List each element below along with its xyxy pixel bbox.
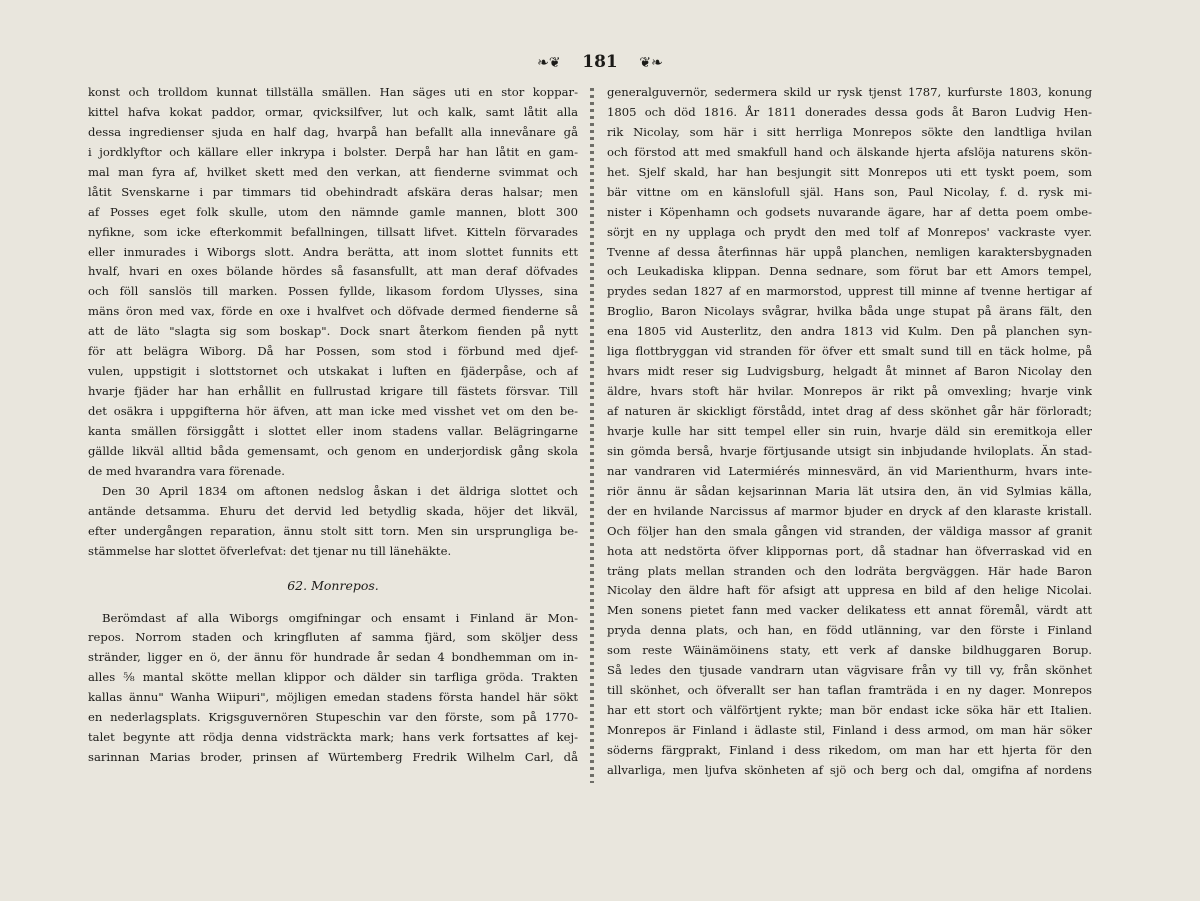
text-line: vulen, uppstigit i slottstornet och utskakat i luften en fjäderpåse, och af (88, 364, 578, 379)
text-line: allvarliga, men ljufva skönheten af sjö och berg och dal, omgifna af nordens (607, 762, 1092, 777)
text-line: prydes sedan 1827 af en marmorstod, upprest till minne af tvenne hertigar af (607, 284, 1092, 299)
ornament-left: ❧❦ (537, 55, 561, 71)
text-line: efter undergången reparation, ännu stolt sitt torn. Men sin ursprungliga be- (88, 523, 578, 538)
text-line: af naturen är skickligt förstådd, intet drag af dess skönhet går här förloradt; (607, 404, 1092, 418)
text-line: som reste Wäinämöinens staty, ett verk af danske bildhuggaren Borup. (607, 643, 1092, 658)
text-line: nyfikne, som icke efterkommit befallningen, tillsatt lifvet. Kitteln förvarades (88, 224, 578, 239)
text-line: och Leukadiska klippan. Denna sednare, som förut bar ett Amors tempel, (607, 264, 1092, 279)
page-header (0, 52, 1200, 76)
text-line: kanta smällen försiggått i slottet eller inom stadens vallar. Belägringarne (88, 423, 578, 438)
text-line: 1805 och död 1816. År 1811 donerades dessa gods åt Baron Ludvig Hen- (607, 104, 1092, 119)
text-line: Den 30 April 1834 om aftonen nedslog åskan i det äldriga slottet och (102, 483, 578, 498)
text-line: kallas ännu" Wanha Wiipuri", möjligen emedan stadens första handel här sökt (88, 690, 578, 705)
text-line: äldre, hvars stoft här hvilar. Monrepos är rikt på omvexling; hvarje vink (607, 384, 1092, 399)
text-line: repos. Norrom staden och kringfluten af samma fjärd, som sköljer dess (88, 630, 578, 645)
text-line: sörjt en ny upplaga och prydt den med tolf af Monrepos' vackraste vyer. (607, 224, 1092, 239)
text-line: hvalf, hvari en oxes bölande hördes så fasansfullt, att man deraf döfvades (88, 264, 578, 279)
text-line: konst och trolldom kunnat tillställa smällen. Han säges uti en stor koppar- (88, 85, 578, 99)
text-line: eller inmurades i Wiborgs slott. Andra berätta, att inom slottet funnits ett (88, 244, 578, 259)
text-line: antände detsamma. Ehuru det dervid led betydlig skada, höjer det likväl, (88, 503, 578, 518)
text-line: att de läto "slagta sig som boskap". Dock snart återkom fienden på nytt (88, 324, 578, 339)
text-line: Tvenne af dessa återfinnas här uppå planchen, nemligen karaktersbygnaden (607, 244, 1092, 259)
text-line: sin gömda berså, hvarje förtjusande utsigt sin inbjudande hviloplats. Än stad- (607, 443, 1092, 458)
page-number: 181 (582, 52, 618, 72)
text-line: en nederlagsplats. Krigsguvernören Stupeschin var den förste, som på 1770- (88, 710, 578, 725)
text-line: har ett stort och välförtjent rykte; man bör endast icke söka här ett Italien. (607, 703, 1092, 718)
text-line: sarinnan Marias broder, prinsen af Würtemberg Fredrik Wilhelm Carl, då (88, 750, 578, 765)
column-divider (590, 88, 594, 783)
text-line: alles ⅝ mantal skötte mellan klippor och dälder sin tarfliga gröda. Trakten (88, 670, 578, 685)
text-line: ena 1805 vid Austerlitz, den andra 1813 vid Kulm. Den på planchen syn- (607, 324, 1092, 339)
text-line: Men sonens pietet fann med vacker delikatess ett annat föremål, värdt att (607, 603, 1092, 618)
text-line: Och följer han den smala gången vid stranden, der väldiga massor af granit (607, 523, 1092, 538)
text-line: det osäkra i uppgifterna hör äfven, att man icke med visshet vet om den be- (88, 404, 578, 418)
text-line: Broglio, Baron Nicolays svågrar, hvilka båda unge stupat på ärans fält, den (607, 304, 1092, 319)
text-line: Nicolay den äldre haft för afsigt att uppresa en bild af den helige Nicolai. (607, 583, 1092, 598)
text-line: till skönhet, och öfverallt ser han taflan framträda i en ny dager. Monrepos (607, 683, 1092, 698)
text-line: i jordklyftor och källare eller inkrypa i bolster. Derpå har han låtit en gam- (88, 144, 578, 159)
text-line: låtit Svenskarne i par timmars tid obehindradt afskära deras halsar; men (88, 184, 578, 199)
text-line: rik Nicolay, som här i sitt herrliga Monrepos sökte den landtliga hvilan (607, 124, 1092, 139)
text-line: Så ledes den tjusade vandrarn utan vägvisare från vy till vy, från skönhet (607, 663, 1092, 678)
text-line: der en hvilande Narcissus af marmor bjuder en dryck af den klaraste kristall. (607, 503, 1092, 518)
text-line: pryda denna plats, och han, en född utlänning, var den förste i Finland (607, 623, 1092, 638)
text-line: kittel hafva kokat paddor, ormar, qvicksilfver, lut och kalk, samt låtit alla (88, 104, 578, 119)
text-line: hota att nedstörta öfver klippornas port, då stadnar han öfverraskad vid en (607, 543, 1092, 558)
text-line: hvarje kulle har sitt tempel eller sin ruin, hvarje däld sin eremitkoja eller (607, 423, 1092, 438)
text-line: söderns färgprakt, Finland i dess rikedom, om man har ett hjerta för den (607, 742, 1092, 757)
right-column (607, 83, 1092, 781)
text-line: liga flottbryggan vid stranden för öfver ett smalt sund till en täck holme, på (607, 344, 1092, 359)
text-line: stämmelse har slottet öfverlefvat: det tjenar nu till länehäkte. (88, 543, 452, 558)
text-line: de med hvarandra vara förenade. (88, 463, 285, 478)
text-line: generalguvernör, sedermera skild ur rysk tjenst 1787, kurfurste 1803, konung (607, 85, 1092, 99)
ornament-right: ❦❧ (639, 55, 663, 71)
text-line: hvarje fjäder har han erhållit en fullrustad krigare till fästets försvar. Till (88, 384, 578, 399)
text-line: träng plats mellan stranden och den lodräta bergväggen. Här hade Baron (607, 563, 1092, 578)
text-line: af Posses eget folk skulle, utom den nämnde gamle mannen, blott 300 (88, 204, 578, 219)
text-line: talet begynte att rödja denna vidsträckta mark; hans verk fortsattes af kej- (88, 730, 578, 745)
text-line: stränder, ligger en ö, der ännu för hundrade år sedan 4 bondhemman om in- (88, 650, 578, 665)
text-line: för att belägra Wiborg. Då har Possen, som stod i förbund med djef- (88, 344, 578, 359)
section-title: 62. Monrepos. (287, 577, 379, 593)
text-line: Monrepos är Finland i ädlaste stil, Finland i dess armod, om man här söker (607, 723, 1092, 737)
text-line: het. Sjelf skald, har han besjungit sitt Monrepos uti ett tyskt poem, som (607, 164, 1092, 179)
text-line: nar vandraren vid Latermiérés minnesvärd, än vid Marienthurm, hvars inte- (607, 463, 1092, 478)
left-column (88, 83, 578, 768)
text-line: bär vittne om en känslofull själ. Hans son, Paul Nicolay, f. d. rysk mi- (607, 184, 1092, 199)
text-line: nister i Köpenhamn och godsets nuvarande ägare, har af detta poem ombe- (607, 204, 1092, 219)
text-line: hvars midt reser sig Ludvigsburg, helgadt åt minnet af Baron Nicolay den (607, 364, 1092, 379)
text-line: riör ännu är sådan kejsarinnan Maria lät utsira den, än vid Sylmias källa, (607, 483, 1092, 498)
text-line: mal man fyra af, hvilket skett med den verkan, att fienderne svimmat och (88, 164, 578, 179)
text-line: och förstod att med smakfull hand och älskande hjerta afslöja naturens skön- (607, 144, 1092, 159)
text-line: gällde likväl alltid båda gemensamt, och genom en underjordisk gång skola (88, 443, 578, 458)
text-line: mäns öron med vax, förde en oxe i hvalfvet och döfvade dermed fienderne så (88, 304, 578, 319)
text-line: och föll sanslös till marken. Possen fyllde, likasom fordom Ulysses, sina (88, 284, 578, 299)
text-line: Berömdast af alla Wiborgs omgifningar och ensamt i Finland är Mon- (102, 610, 578, 625)
text-line: dessa ingredienser sjuda en half dag, hvarpå han befallt alla innevånare gå (88, 124, 578, 139)
